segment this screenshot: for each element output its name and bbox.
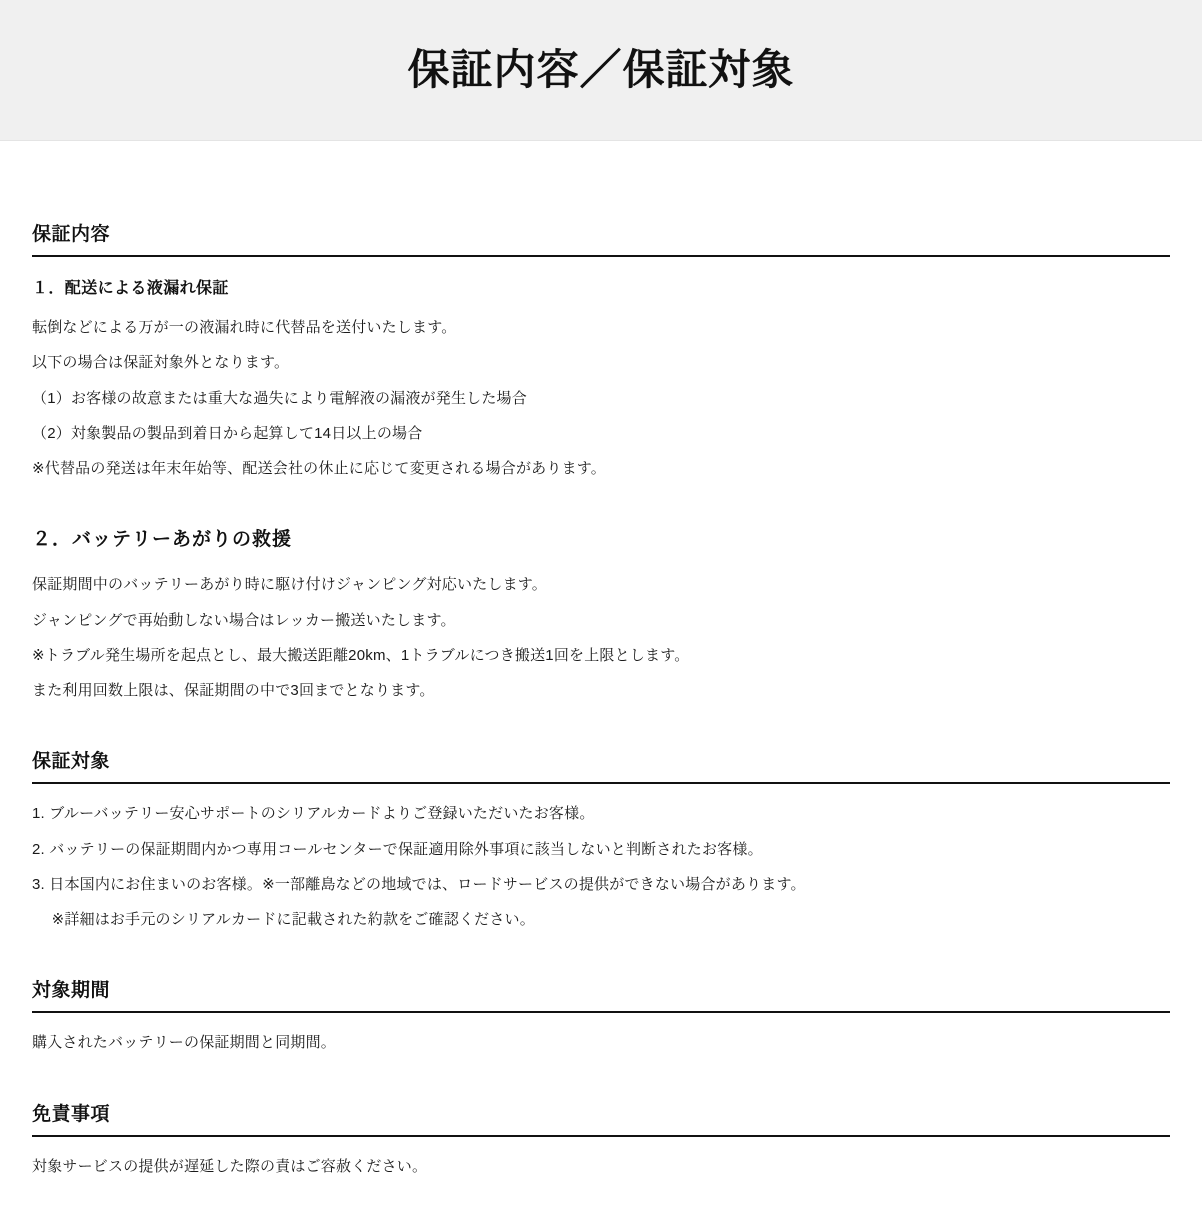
body-line: （2）対象製品の製品到着日から起算して14日以上の場合 <box>32 424 423 442</box>
section-spacer <box>32 943 1170 975</box>
section-divider <box>32 1011 1170 1013</box>
body-line: 以下の場合は保証対象外となります。 <box>32 354 290 372</box>
section-spacer <box>32 714 1170 746</box>
body-line: ※トラブル発生場所を起点とし、最大搬送距離20km、1トラブルにつき搬送1回を上限とします。 <box>32 646 690 664</box>
body-line: また利用回数上限は、保証期間の中で3回までとなります。 <box>32 682 435 699</box>
list-item: ※詳細はお手元のシリアルカードに記載された約款をご確認ください。 <box>32 911 535 928</box>
page-header-banner <box>0 0 1202 141</box>
subsection-delivery-leak <box>32 275 1170 480</box>
section-warranty-coverage <box>32 219 1170 702</box>
body-line: ※代替品の発送は年末年始等、配送会社の休止に応じて変更される場合があります。 <box>32 460 606 477</box>
list-item: 2. バッテリーの保証期間内かつ専用コールセンターで保証適用除外事項に該当しないと判断されたお客様。 <box>32 840 763 858</box>
section-warranty-target <box>32 746 1170 931</box>
subsection-title: ２．バッテリーあがりの救援 <box>32 529 293 551</box>
body-line: ジャンピングで再始動しない場合はレッカー搬送いたします。 <box>32 611 456 629</box>
body-line: 保証期間中のバッテリーあがり時に駆け付けジャンピング対応いたします。 <box>32 576 548 594</box>
page-title: 保証内容／保証対象 <box>407 45 795 93</box>
section-heading: 保証内容 <box>32 224 111 245</box>
list-item: 1. ブルーバッテリー安心サポートのシリアルカードよりご登録いただいたお客様。 <box>32 805 595 823</box>
section-heading: 保証対象 <box>32 751 111 773</box>
section-heading: 対象期間 <box>32 980 111 1002</box>
subsection-battery-rescue <box>32 524 1170 702</box>
body-line: 転倒などによる万が一の液漏れ時に代替品を送付いたします。 <box>32 319 457 336</box>
subsection-spacer <box>32 492 1170 524</box>
section-divider <box>32 782 1170 784</box>
body-line: （1）お客様の故意または重大な過失により電解液の漏液が発生した場合 <box>32 389 527 407</box>
section-coverage-period <box>32 975 1170 1054</box>
content-top-spacer <box>32 141 1170 219</box>
section-divider <box>32 255 1170 257</box>
document-content <box>0 141 1202 1230</box>
list-item: 対象サービスの提供が遅延した際の責はご容赦ください。 <box>32 1157 428 1175</box>
section-divider <box>32 1135 1170 1137</box>
content-bottom-spacer <box>32 1190 1170 1230</box>
section-disclaimer <box>32 1099 1170 1178</box>
subsection-title: １．配送による液漏れ保証 <box>32 280 229 297</box>
list-item: 購入されたバッテリーの保証期間と同期間。 <box>32 1034 337 1052</box>
list-item: 3. 日本国内にお住まいのお客様。※一部離島などの地域では、ロードサービスの提供ができない場合があります。 <box>32 875 806 893</box>
section-heading: 免責事項 <box>32 1103 111 1125</box>
